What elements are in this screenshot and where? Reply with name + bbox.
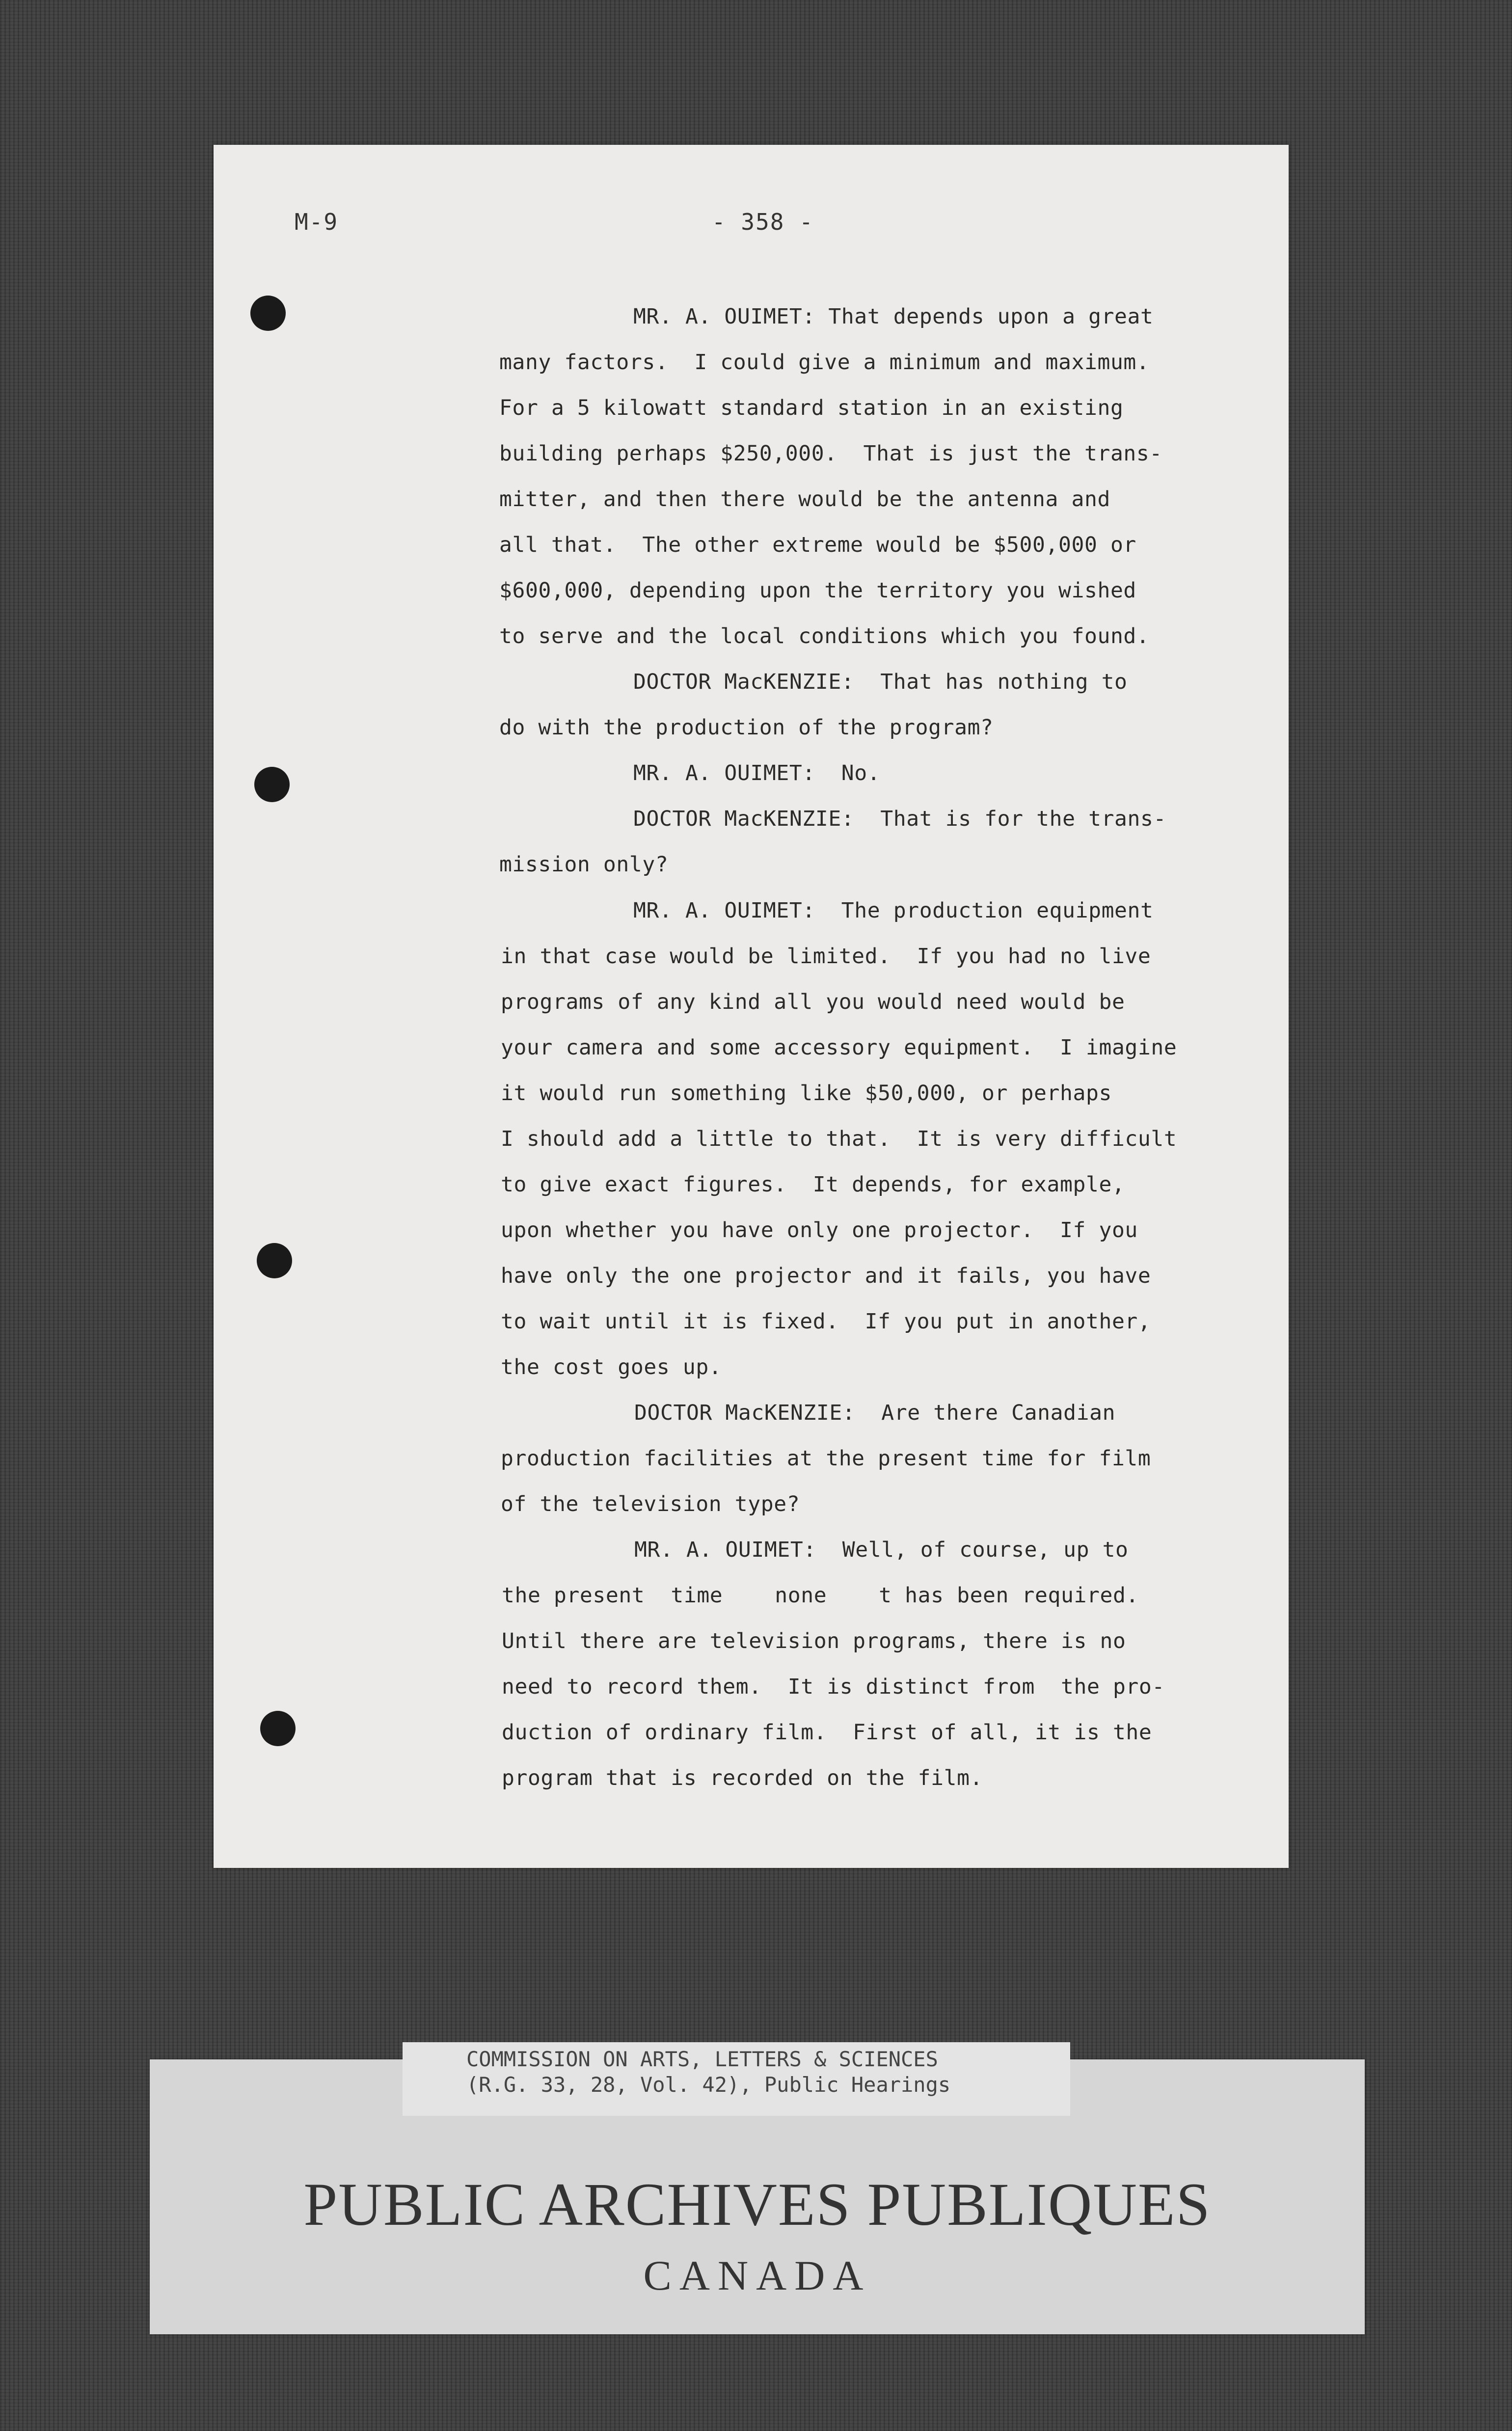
text-line: I should add a little to that. It is very difficult xyxy=(501,1127,1177,1151)
text-line: the cost goes up. xyxy=(501,1355,722,1379)
text-line: do with the production of the program? xyxy=(499,715,994,740)
text-line: $600,000, depending upon the territory you wished xyxy=(499,578,1136,603)
text-line: to give exact figures. It depends, for example, xyxy=(501,1172,1125,1197)
text-line: mission only? xyxy=(499,852,669,877)
collection-reference: (R.G. 33, 28, Vol. 42), Public Hearings xyxy=(466,2073,951,2097)
text-line: to serve and the local conditions which you found. xyxy=(499,624,1150,648)
text-line: duction of ordinary film. First of all, it is the xyxy=(502,1720,1152,1745)
text-line: program that is recorded on the film. xyxy=(502,1766,983,1790)
text-line: to wait until it is fixed. If you put in another, xyxy=(501,1309,1151,1334)
text-line: in that case would be limited. If you had no live xyxy=(501,944,1151,969)
text-line: all that. The other extreme would be $500,000 or xyxy=(499,533,1136,557)
collection-title: COMMISSION ON ARTS, LETTERS & SCIENCES xyxy=(466,2047,938,2071)
punch-hole xyxy=(257,1243,292,1278)
punch-hole xyxy=(250,296,286,331)
archives-country: CANADA xyxy=(643,2252,871,2299)
archives-name: PUBLIC ARCHIVES PUBLIQUES xyxy=(303,2171,1211,2238)
punch-hole xyxy=(254,767,290,802)
text-line: For a 5 kilowatt standard station in an existing xyxy=(499,396,1124,420)
text-line: it would run something like $50,000, or perhaps xyxy=(501,1081,1112,1106)
text-line: the present time none t has been required. xyxy=(502,1583,1139,1608)
text-line: MR. A. OUIMET: No. xyxy=(633,761,881,785)
text-line: upon whether you have only one projector. If you xyxy=(501,1218,1138,1243)
text-line: Until there are television programs, there is no xyxy=(502,1629,1126,1653)
text-line: MR. A. OUIMET: The production equipment xyxy=(633,898,1154,923)
page-identifier: M-9 xyxy=(295,209,339,235)
text-line: many factors. I could give a minimum and maximum. xyxy=(499,350,1150,375)
text-line: DOCTOR MacKENZIE: Are there Canadian xyxy=(634,1401,1116,1425)
text-line: mitter, and then there would be the antenna and xyxy=(499,487,1110,512)
text-line: production facilities at the present time for film xyxy=(501,1446,1151,1471)
text-line: building perhaps $250,000. That is just the trans- xyxy=(499,441,1162,466)
text-line: need to record them. It is distinct from the pro- xyxy=(502,1675,1165,1699)
text-line: MR. A. OUIMET: Well, of course, up to xyxy=(634,1538,1129,1562)
text-line: DOCTOR MacKENZIE: That has nothing to xyxy=(633,670,1128,694)
text-line: have only the one projector and it fails, you have xyxy=(501,1264,1151,1288)
page-number: - 358 - xyxy=(712,209,814,235)
punch-hole xyxy=(260,1711,296,1746)
text-line: programs of any kind all you would need would be xyxy=(501,990,1125,1014)
text-line: DOCTOR MacKENZIE: That is for the trans- xyxy=(633,807,1167,831)
text-line: your camera and some accessory equipment. I imagine xyxy=(501,1035,1177,1060)
text-line: of the television type? xyxy=(501,1492,800,1516)
text-line: MR. A. OUIMET: That depends upon a great xyxy=(633,304,1154,329)
